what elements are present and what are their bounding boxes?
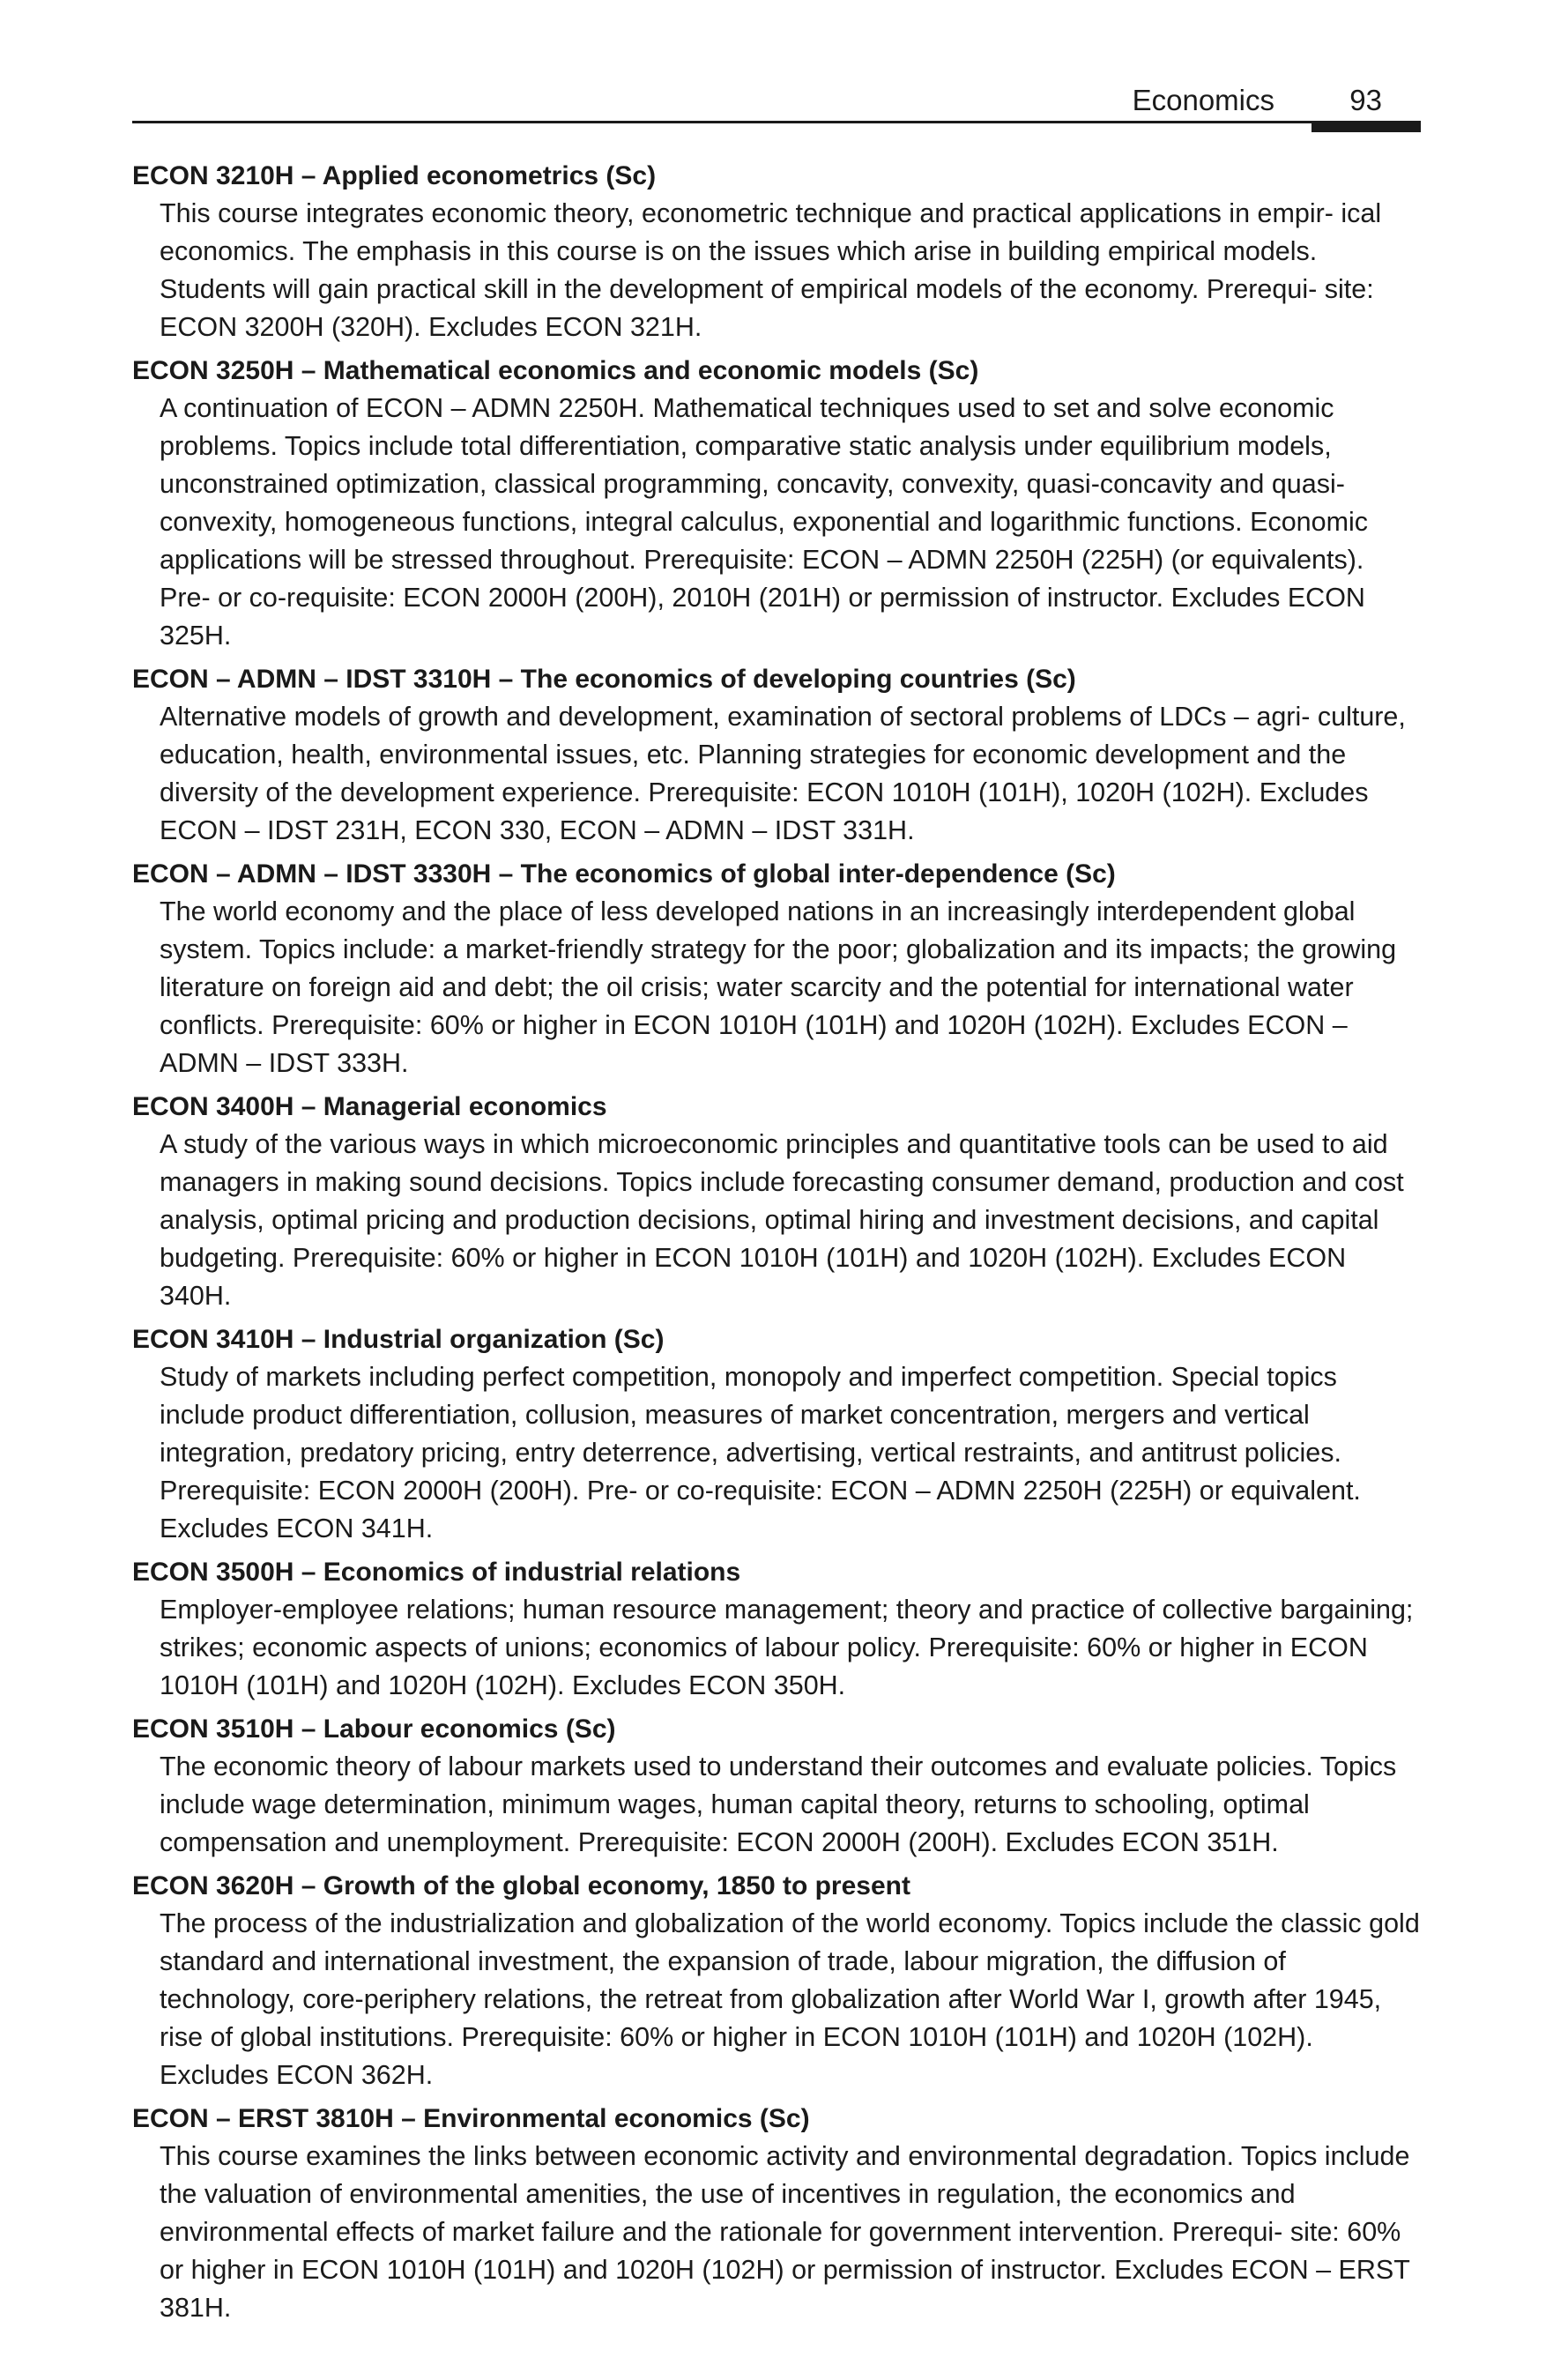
section-title: Economics bbox=[1132, 84, 1274, 116]
course-entry bbox=[132, 1320, 1421, 1548]
course-entry bbox=[132, 1867, 1421, 2094]
course-title: ECON – ERST 3810H – Environmental economics (Sc) bbox=[132, 2104, 810, 2133]
course-entry bbox=[132, 660, 1421, 850]
course-description: A study of the various ways in which microeconomic principles and quantitative tools can be used to aid managers in making sound decisions. Topics include forecasting consumer demand, production and cost analysis, optimal pricing and production decisions, optimal hiring and investment decisions, and capital budgeting. Prerequisite: 60% or higher in ECON 1010H (101H) and 1020H (102H). Excludes ECON 340H. bbox=[160, 1129, 1404, 1311]
course-title: ECON 3500H – Economics of industrial relations bbox=[132, 1558, 741, 1587]
header-rule bbox=[132, 121, 1421, 123]
course-description: The economic theory of labour markets used to understand their outcomes and evaluate policies. Topics include wage determination, minimum wages, human capital theory, returns to schooling, optimal compensation and unemployment. Prerequisite: ECON 2000H (200H). Excludes ECON 351H. bbox=[160, 1752, 1397, 1857]
course-title: ECON 3510H – Labour economics (Sc) bbox=[132, 1714, 616, 1744]
course-description: This course integrates economic theory, econometric technique and practical applications in empir- ical economics. The emphasis in this course is on the issues which arise in building empirical models. Students will gain practical skill in the development of empirical models of the economy. Prerequi- site: ECON 3200H (320H). Excludes ECON 321H. bbox=[160, 198, 1382, 342]
course-entry bbox=[132, 1553, 1421, 1705]
course-title: ECON 3620H – Growth of the global economy, 1850 to present bbox=[132, 1871, 910, 1900]
course-title: ECON 3210H – Applied econometrics (Sc) bbox=[132, 161, 657, 190]
course-description: Employer-employee relations; human resource management; theory and practice of collective bargaining; strikes; economic aspects of unions; economics of labour policy. Prerequisite: 60% or higher in ECON 1010H (101H) and 1020H (102H). Excludes ECON 350H. bbox=[160, 1595, 1414, 1700]
course-description: The world economy and the place of less developed nations in an increasingly interdependent global system. Topics include: a market-friendly strategy for the poor; globalization and its impacts; the growing literature on foreign aid and debt; the oil crisis; water scarcity and the potential for international water conflicts. Prerequisite: 60% or higher in ECON 1010H (101H) and 1020H (102H). Excludes ECON – ADMN – IDST 333H. bbox=[160, 896, 1397, 1078]
course-title: ECON – ADMN – IDST 3330H – The economics of global inter-dependence (Sc) bbox=[132, 859, 1116, 889]
page-header bbox=[132, 81, 1421, 123]
course-entry bbox=[132, 157, 1421, 346]
page-number: 93 bbox=[1349, 84, 1382, 116]
course-description: This course examines the links between economic activity and environmental degradation. Topics include the valuation of environmental amenities, the use of incentives in regulation, the economics and environmental effects of market failure and the rationale for government intervention. Prerequi- site: 60% or higher in ECON 1010H (101H) and 1020H (102H) or permission of instructor. Excludes ECON – ERST 381H. bbox=[160, 2141, 1410, 2323]
course-title: ECON 3400H – Managerial economics bbox=[132, 1092, 607, 1121]
course-description: A continuation of ECON – ADMN 2250H. Mathematical techniques used to set and solve economic problems. Topics include total differentiation, comparative static analysis under equilibrium models, unconstrained optimization, classical programming, concavity, convexity, quasi-concavity and quasi-convexity, homogeneous functions, integral calculus, exponential and logarithmic functions. Economic applications will be stressed throughout. Prerequisite: ECON – ADMN 2250H (225H) (or equivalents). Pre- or co-requisite: ECON 2000H (200H), 2010H (201H) or permission of instructor. Excludes ECON 325H. bbox=[160, 393, 1369, 651]
course-title: ECON 3410H – Industrial organization (Sc) bbox=[132, 1325, 665, 1354]
course-description: The process of the industrialization and globalization of the world economy. Topics include the classic gold standard and international investment, the expansion of trade, labour migration, the diffusion of technology, core-periphery relations, the retreat from globalization after World War I, growth after 1945, rise of global institutions. Prerequisite: 60% or higher in ECON 1010H (101H) and 1020H (102H). Excludes ECON 362H. bbox=[160, 1908, 1420, 2090]
course-entry bbox=[132, 1710, 1421, 1862]
course-list bbox=[132, 157, 1421, 2332]
course-description: Alternative models of growth and development, examination of sectoral problems of LDCs – agri- culture, education, health, environmental issues, etc. Planning strategies for economic development and the diversity of the development experience. Prerequisite: ECON 1010H (101H), 1020H (102H). Excludes ECON – IDST 231H, ECON 330, ECON – ADMN – IDST 331H. bbox=[160, 702, 1406, 845]
course-description: Study of markets including perfect competition, monopoly and imperfect competition. Special topics include product differentiation, collusion, measures of market concentration, mergers and vertical integration, predatory pricing, entry deterrence, advertising, vertical restraints, and antitrust policies. Prerequisite: ECON 2000H (200H). Pre- or co-requisite: ECON – ADMN 2250H (225H) or equivalent. Excludes ECON 341H. bbox=[160, 1362, 1361, 1543]
course-title: ECON 3250H – Mathematical economics and economic models (Sc) bbox=[132, 356, 979, 385]
header-tab-marker bbox=[1312, 121, 1421, 132]
course-entry bbox=[132, 855, 1421, 1082]
course-entry bbox=[132, 352, 1421, 655]
course-title: ECON – ADMN – IDST 3310H – The economics of developing countries (Sc) bbox=[132, 665, 1076, 694]
course-entry bbox=[132, 2100, 1421, 2327]
course-entry bbox=[132, 1088, 1421, 1315]
